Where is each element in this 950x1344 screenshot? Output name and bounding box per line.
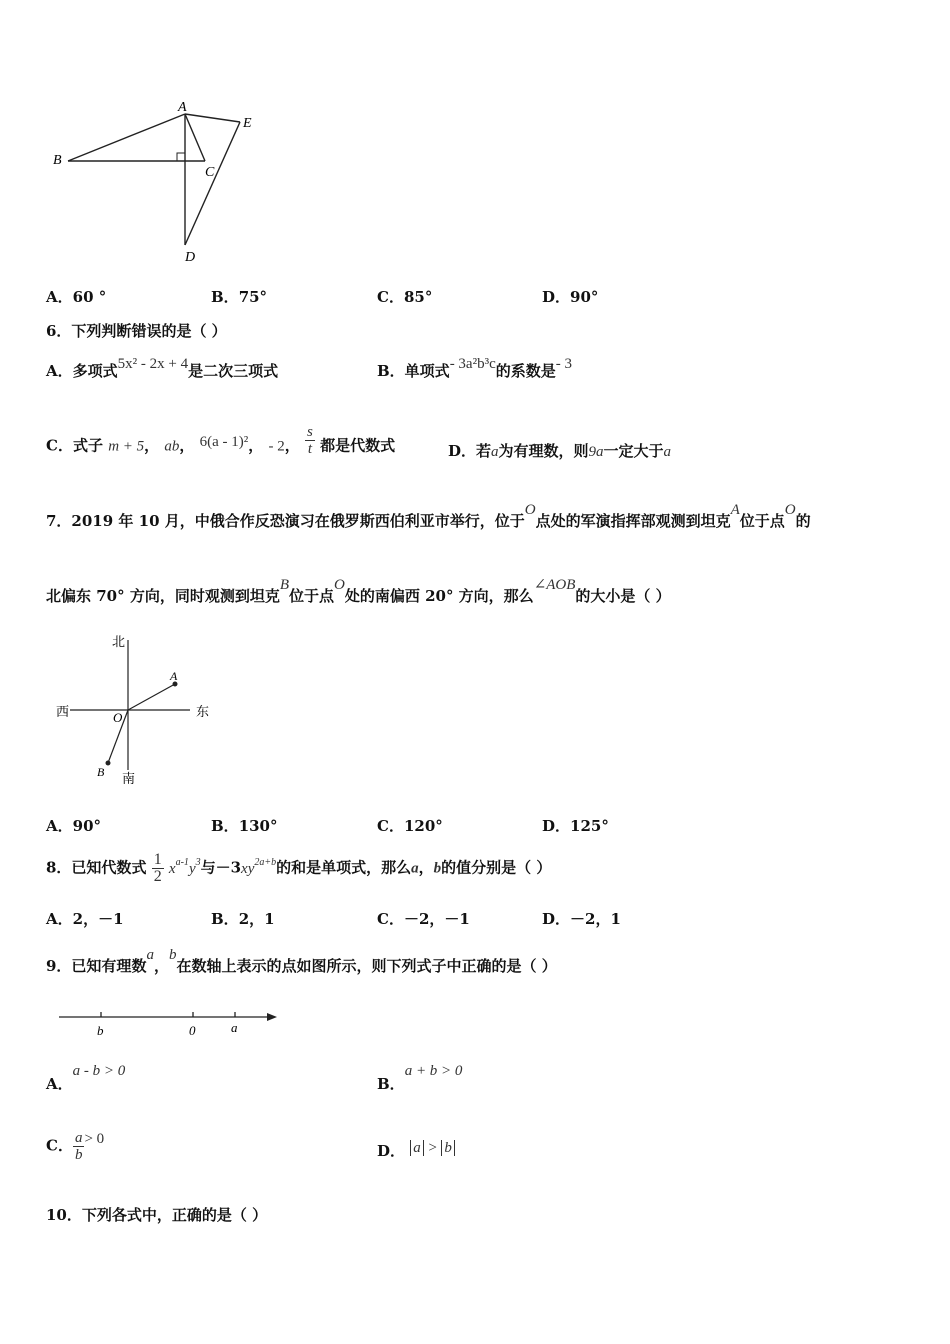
q7-stem-line2: 北偏东 70° 方向，同时观测到坦克B位于点O处的南偏西 20° 方向，那么∠AOB的大小是（ ） <box>46 577 671 605</box>
axis-b-label: b <box>97 1023 104 1038</box>
q5-option-a[interactable]: A．60 ° <box>46 288 107 306</box>
west-label: 西 <box>56 704 70 719</box>
label-b: B <box>53 153 62 168</box>
label-d: D <box>185 250 196 265</box>
q5-option-c[interactable]: C．85° <box>377 288 433 306</box>
q8-option-a[interactable]: A．2，－1 <box>46 910 124 928</box>
q6-option-d[interactable]: D．若a为有理数，则9a一定大于a <box>448 442 672 460</box>
q6-option-c[interactable]: C．式子 m + 5， ab， 6(a - 1)²， - 2， $\frac{s}{t}$ 都是代数式 <box>46 424 396 457</box>
q6-option-b[interactable]: B．单项式- 3a²b³c的系数是- 3 <box>377 356 573 380</box>
q9-option-c[interactable]: C． $\frac{a}{b}$ > 0 <box>46 1130 105 1163</box>
q7-option-c[interactable]: C．120° <box>377 817 443 835</box>
q8-option-c[interactable]: C．－2，－1 <box>377 910 470 928</box>
east-label: 东 <box>196 704 210 719</box>
triangle-figure <box>45 95 275 265</box>
point-b-label: B <box>97 765 105 779</box>
label-a: A <box>178 100 187 115</box>
q6-stem: 6．下列判断错误的是（ ） <box>46 322 227 340</box>
point-a-label: A <box>170 669 178 683</box>
q8-option-d[interactable]: D．－2，1 <box>542 910 621 928</box>
south-label: 南 <box>122 771 136 786</box>
north-label: 北 <box>112 634 126 649</box>
q8-stem: 8．已知代数式 $\frac{1}{2}$ $x^{a-1}y^3$与$-3xy^{2a+b}$的和是单项式，那么a，b的值分别是（ ） <box>46 851 552 885</box>
q7-option-a[interactable]: A．90° <box>46 817 102 835</box>
q5-option-b[interactable]: B．75° <box>211 288 268 306</box>
label-c: C <box>205 165 215 180</box>
q8-option-b[interactable]: B．2，1 <box>211 910 275 928</box>
label-e: E <box>243 116 252 131</box>
q9-option-d[interactable]: D． a > b <box>377 1140 455 1161</box>
q7-option-b[interactable]: B．130° <box>211 817 278 835</box>
q7-option-d[interactable]: D．125° <box>542 817 609 835</box>
q7-stem-line1: 7．2019 年 10 月，中俄合作反恐演习在俄罗斯西伯利亚市举行，位于O点处的军演指挥部观测到坦克A位于点O的 <box>46 502 811 530</box>
q6-option-a[interactable]: A．多项式5x² - 2x + 4是二次三项式 <box>46 356 279 380</box>
axis-a-label: a <box>231 1020 238 1035</box>
q9-option-b[interactable]: B．a + b > 0 <box>377 1063 463 1093</box>
q9-stem: 9．已知有理数a，b在数轴上表示的点如图所示，则下列式子中正确的是（ ） <box>46 947 557 975</box>
q5-option-d[interactable]: D．90° <box>542 288 599 306</box>
number-line <box>55 1005 295 1045</box>
q9-option-a[interactable]: A．a - b > 0 <box>46 1063 126 1093</box>
compass-figure <box>50 630 220 790</box>
q10-stem: 10．下列各式中，正确的是（ ） <box>46 1206 268 1224</box>
axis-zero-label: 0 <box>189 1023 196 1038</box>
origin-label: O <box>113 710 123 725</box>
